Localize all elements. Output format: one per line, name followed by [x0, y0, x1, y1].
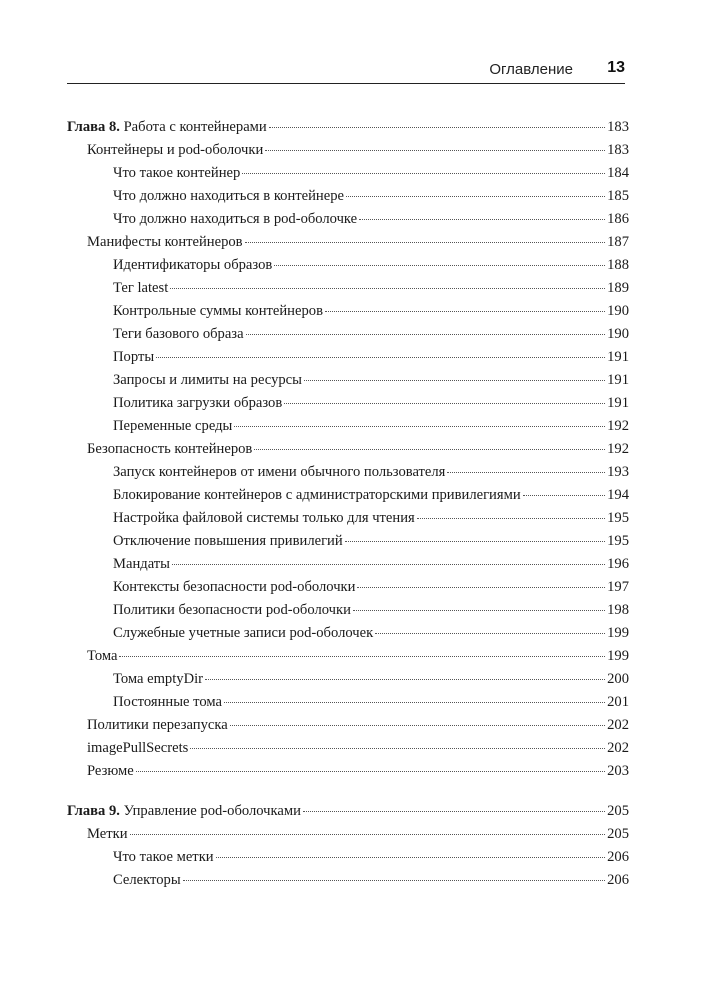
entry-text: Манифесты контейнеров: [87, 234, 243, 250]
entry-text: Селекторы: [113, 872, 181, 888]
entry-text: Порты: [113, 349, 155, 365]
toc-entry[interactable]: [67, 231, 629, 254]
toc-entry-title: [113, 254, 272, 277]
entry-text: Метки: [87, 826, 128, 842]
toc-entry[interactable]: [67, 823, 629, 846]
toc-chapter-entry[interactable]: [67, 116, 629, 139]
toc-entry-title: [113, 622, 373, 645]
dot-leader: [359, 219, 605, 220]
toc-entry-title: [113, 553, 170, 576]
dot-leader: [357, 587, 605, 588]
toc-entry-title: [113, 300, 323, 323]
dot-leader: [136, 771, 605, 772]
entry-text: Резюме: [87, 763, 134, 779]
entry-text: Блокирование контейнеров с администраторскими привилегиями: [113, 487, 521, 503]
toc-entry-title: [113, 530, 343, 553]
toc-entry-title: [113, 599, 351, 622]
toc-page-number: 206: [607, 872, 629, 888]
toc-entry[interactable]: [67, 369, 629, 392]
toc-entry-title: [113, 277, 168, 300]
toc-page-number: 187: [607, 234, 629, 250]
dot-leader: [245, 242, 606, 243]
entry-text: Тома: [87, 648, 118, 664]
toc-entry[interactable]: [67, 208, 629, 231]
entry-text: Политики безопасности pod-оболочки: [113, 602, 351, 618]
entry-text: Что такое метки: [113, 849, 214, 865]
toc-entry-title: [113, 691, 222, 714]
dot-leader: [303, 811, 605, 812]
entry-text: Безопасность контейнеров: [87, 441, 253, 457]
toc-entry[interactable]: [67, 139, 629, 162]
toc-page-number: 205: [607, 803, 629, 819]
toc-page-number: 186: [607, 211, 629, 227]
dot-leader: [230, 725, 605, 726]
toc-entry[interactable]: [67, 323, 629, 346]
entry-text: Мандаты: [113, 556, 170, 572]
toc-page-number: 196: [607, 556, 629, 572]
toc-page-number: 189: [607, 280, 629, 296]
toc-page-number: 191: [607, 372, 629, 388]
toc-page-number: 192: [607, 418, 629, 434]
toc-entry[interactable]: [67, 346, 629, 369]
toc-entry[interactable]: [67, 622, 629, 645]
toc-entry-title: [113, 668, 203, 691]
entry-text: Политики перезапуска: [87, 717, 228, 733]
toc-entry[interactable]: [67, 846, 629, 869]
toc-page-number: 190: [607, 326, 629, 342]
toc-entry-title: [87, 231, 243, 254]
entry-text: Что такое контейнер: [113, 165, 241, 181]
dot-leader: [375, 633, 605, 634]
entry-text: Запуск контейнеров от имени обычного пользователя: [113, 464, 446, 480]
toc-entry-title: [113, 208, 357, 231]
toc-page-number: 202: [607, 717, 629, 733]
toc-entry-title: [67, 800, 301, 823]
entry-text: Тома emptyDir: [113, 671, 204, 687]
toc-entry-title: [113, 185, 344, 208]
dot-leader: [246, 334, 606, 335]
toc-page-number: 197: [607, 579, 629, 595]
toc-entry-title: [87, 139, 263, 162]
dot-leader: [130, 834, 606, 835]
dot-leader: [353, 610, 605, 611]
section-title: Оглавление: [489, 61, 573, 78]
entry-text: Работа с контейнерами: [123, 119, 267, 135]
toc-page-number: 193: [607, 464, 629, 480]
dot-leader: [254, 449, 605, 450]
toc-page-number: 203: [607, 763, 629, 779]
entry-text: Настройка файловой системы только для чтения: [113, 510, 415, 526]
dot-leader: [224, 702, 605, 703]
toc-entry[interactable]: [67, 576, 629, 599]
dot-leader: [190, 748, 605, 749]
toc-entry-title: [113, 869, 181, 892]
dot-leader: [284, 403, 605, 404]
entry-text: Контейнеры и pod-оболочки: [87, 142, 264, 158]
chapter-label: Глава 9.: [67, 803, 120, 819]
toc-page-number: 194: [607, 487, 629, 503]
toc-entry-title: [113, 461, 445, 484]
toc-page-number: 195: [607, 510, 629, 526]
toc-entry[interactable]: [67, 415, 629, 438]
entry-text: Теги базового образа: [113, 326, 244, 342]
entry-text: Что должно находиться в контейнере: [113, 188, 344, 204]
dot-leader: [523, 495, 605, 496]
toc-entry[interactable]: [67, 300, 629, 323]
toc-page-number: 191: [607, 395, 629, 411]
table-of-contents: [67, 116, 629, 892]
toc-entry[interactable]: [67, 760, 629, 783]
entry-text: Контрольные суммы контейнеров: [113, 303, 323, 319]
toc-entry-title: [87, 737, 188, 760]
toc-entry-title: [113, 846, 214, 869]
dot-leader: [156, 357, 605, 358]
toc-page-number: 188: [607, 257, 629, 273]
toc-entry-title: [87, 760, 134, 783]
toc-entry-title: [113, 392, 282, 415]
toc-entry[interactable]: [67, 507, 629, 530]
toc-entry-title: [67, 116, 267, 139]
toc-page-number: 200: [607, 671, 629, 687]
toc-entry[interactable]: [67, 484, 629, 507]
toc-entry[interactable]: [67, 645, 629, 668]
toc-page-number: 185: [607, 188, 629, 204]
chapter-label: Глава 8.: [67, 119, 120, 135]
toc-entry[interactable]: [67, 599, 629, 622]
page-number: 13: [607, 59, 625, 76]
dot-leader: [447, 472, 605, 473]
dot-leader: [345, 541, 605, 542]
toc-entry[interactable]: [67, 461, 629, 484]
entry-text: Запросы и лимиты на ресурсы: [113, 372, 302, 388]
toc-page-number: 199: [607, 625, 629, 641]
toc-entry[interactable]: [67, 185, 629, 208]
toc-entry-title: [113, 369, 302, 392]
toc-entry-title: [113, 484, 521, 507]
dot-leader: [417, 518, 605, 519]
dot-leader: [274, 265, 605, 266]
toc-entry-title: [87, 438, 252, 461]
dot-leader: [205, 679, 605, 680]
toc-entry-title: [87, 823, 128, 846]
toc-entry[interactable]: [67, 737, 629, 760]
toc-entry-title: [113, 576, 355, 599]
toc-entry[interactable]: [67, 691, 629, 714]
toc-page-number: 201: [607, 694, 629, 710]
entry-text: Управление pod-оболочками: [123, 803, 301, 819]
dot-leader: [269, 127, 605, 128]
toc-entry[interactable]: [67, 530, 629, 553]
toc-page-number: 206: [607, 849, 629, 865]
toc-entry[interactable]: [67, 668, 629, 691]
toc-entry-title: [113, 323, 244, 346]
dot-leader: [304, 380, 605, 381]
dot-leader: [170, 288, 605, 289]
dot-leader: [325, 311, 605, 312]
entry-text: Контексты безопасности pod-оболочки: [113, 579, 356, 595]
toc-page-number: 202: [607, 740, 629, 756]
dot-leader: [183, 880, 605, 881]
toc-page-number: 198: [607, 602, 629, 618]
dot-leader: [234, 426, 605, 427]
toc-entry[interactable]: [67, 254, 629, 277]
entry-text: Служебные учетные записи pod-оболочек: [113, 625, 374, 641]
dot-leader: [346, 196, 605, 197]
toc-entry-title: [87, 645, 117, 668]
toc-page-number: 184: [607, 165, 629, 181]
running-header: [67, 55, 625, 84]
toc-entry[interactable]: [67, 392, 629, 415]
toc-page-number: 183: [607, 142, 629, 158]
toc-entry[interactable]: [67, 277, 629, 300]
dot-leader: [119, 656, 605, 657]
entry-text: Что должно находиться в pod-оболочке: [113, 211, 358, 227]
toc-entry[interactable]: [67, 438, 629, 461]
toc-page-number: 195: [607, 533, 629, 549]
toc-entry[interactable]: [67, 869, 629, 892]
entry-text: Отключение повышения привилегий: [113, 533, 343, 549]
toc-page-number: 199: [607, 648, 629, 664]
toc-entry[interactable]: [67, 162, 629, 185]
dot-leader: [216, 857, 606, 858]
entry-text: Тег latest: [113, 280, 169, 296]
toc-entry[interactable]: [67, 714, 629, 737]
toc-page-number: 192: [607, 441, 629, 457]
toc-entry-title: [87, 714, 228, 737]
toc-chapter-entry[interactable]: [67, 800, 629, 823]
entry-text: Политика загрузки образов: [113, 395, 283, 411]
toc-entry-title: [113, 346, 154, 369]
dot-leader: [242, 173, 605, 174]
toc-page-number: 191: [607, 349, 629, 365]
dot-leader: [172, 564, 605, 565]
toc-entry-title: [113, 415, 232, 438]
toc-page-number: 183: [607, 119, 629, 135]
entry-text: Постоянные тома: [113, 694, 222, 710]
toc-entry-title: [113, 507, 415, 530]
toc-entry[interactable]: [67, 553, 629, 576]
entry-text: imagePullSecrets: [87, 740, 189, 756]
toc-entry-title: [113, 162, 240, 185]
toc-page-number: 205: [607, 826, 629, 842]
toc-page-number: 190: [607, 303, 629, 319]
entry-text: Идентификаторы образов: [113, 257, 273, 273]
dot-leader: [265, 150, 605, 151]
entry-text: Переменные среды: [113, 418, 233, 434]
